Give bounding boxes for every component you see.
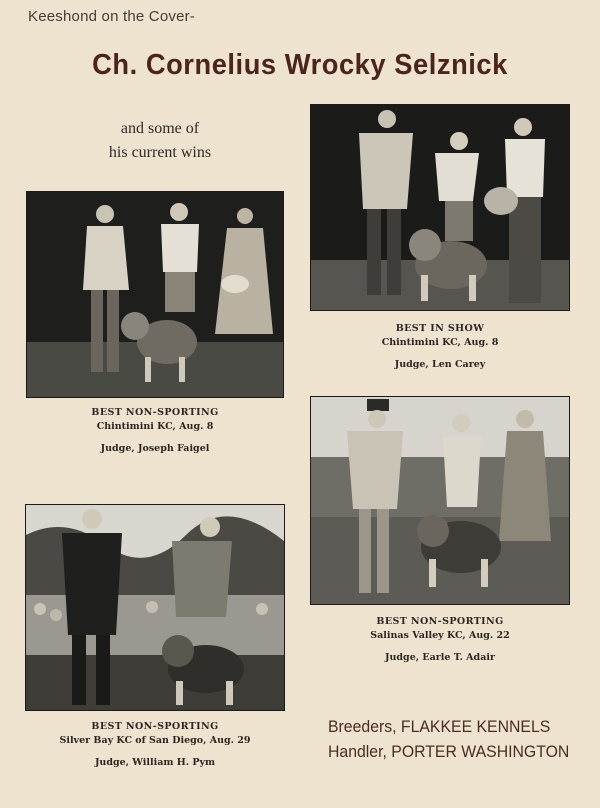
intro-text (60, 117, 260, 165)
caption-4-award: BEST NON-SPORTING (91, 721, 219, 732)
photo-3-image (311, 397, 569, 604)
page-title: Ch. Cornelius Wrocky Selznick (92, 49, 508, 81)
photo-4-image (26, 505, 284, 710)
caption-4-judge: Judge, William H. Pym (94, 757, 216, 768)
caption-3-show: Salinas Valley KC, Aug. 22 (370, 630, 510, 641)
caption-3-judge: Judge, Earle T. Adair (385, 652, 495, 663)
caption-1-judge: Judge, Joseph Faigel (100, 443, 210, 454)
intro-line-2: his current wins (108, 144, 212, 161)
caption-2-award: BEST IN SHOW (395, 323, 485, 334)
breeders-line: Breeders, FLAKKEE KENNELS (328, 717, 551, 736)
caption-3-award: BEST NON-SPORTING (376, 616, 504, 627)
photo-best-in-show-chintimini (311, 105, 569, 310)
caption-2 (311, 322, 569, 372)
caption-4 (26, 720, 284, 770)
caption-2-judge: Judge, Len Carey (394, 359, 486, 370)
caption-1-award: BEST NON-SPORTING (91, 407, 219, 418)
photo-best-non-sporting-silver-bay (26, 505, 284, 710)
cover-kicker: Keeshond on the Cover- (28, 8, 196, 25)
photo-best-non-sporting-chintimini (27, 192, 283, 397)
photo-1-image (27, 192, 283, 397)
caption-4-show: Silver Bay KC of San Diego, Aug. 29 (59, 735, 251, 746)
caption-1-show: Chintimini KC, Aug. 8 (96, 421, 214, 432)
handler-line: Handler, PORTER WASHINGTON (328, 742, 570, 761)
credits (328, 714, 569, 764)
caption-1 (27, 406, 283, 456)
photo-best-non-sporting-salinas (311, 397, 569, 604)
photo-2-image (311, 105, 569, 310)
caption-3 (311, 615, 569, 665)
caption-2-show: Chintimini KC, Aug. 8 (381, 337, 499, 348)
intro-line-1: and some of (120, 120, 200, 137)
